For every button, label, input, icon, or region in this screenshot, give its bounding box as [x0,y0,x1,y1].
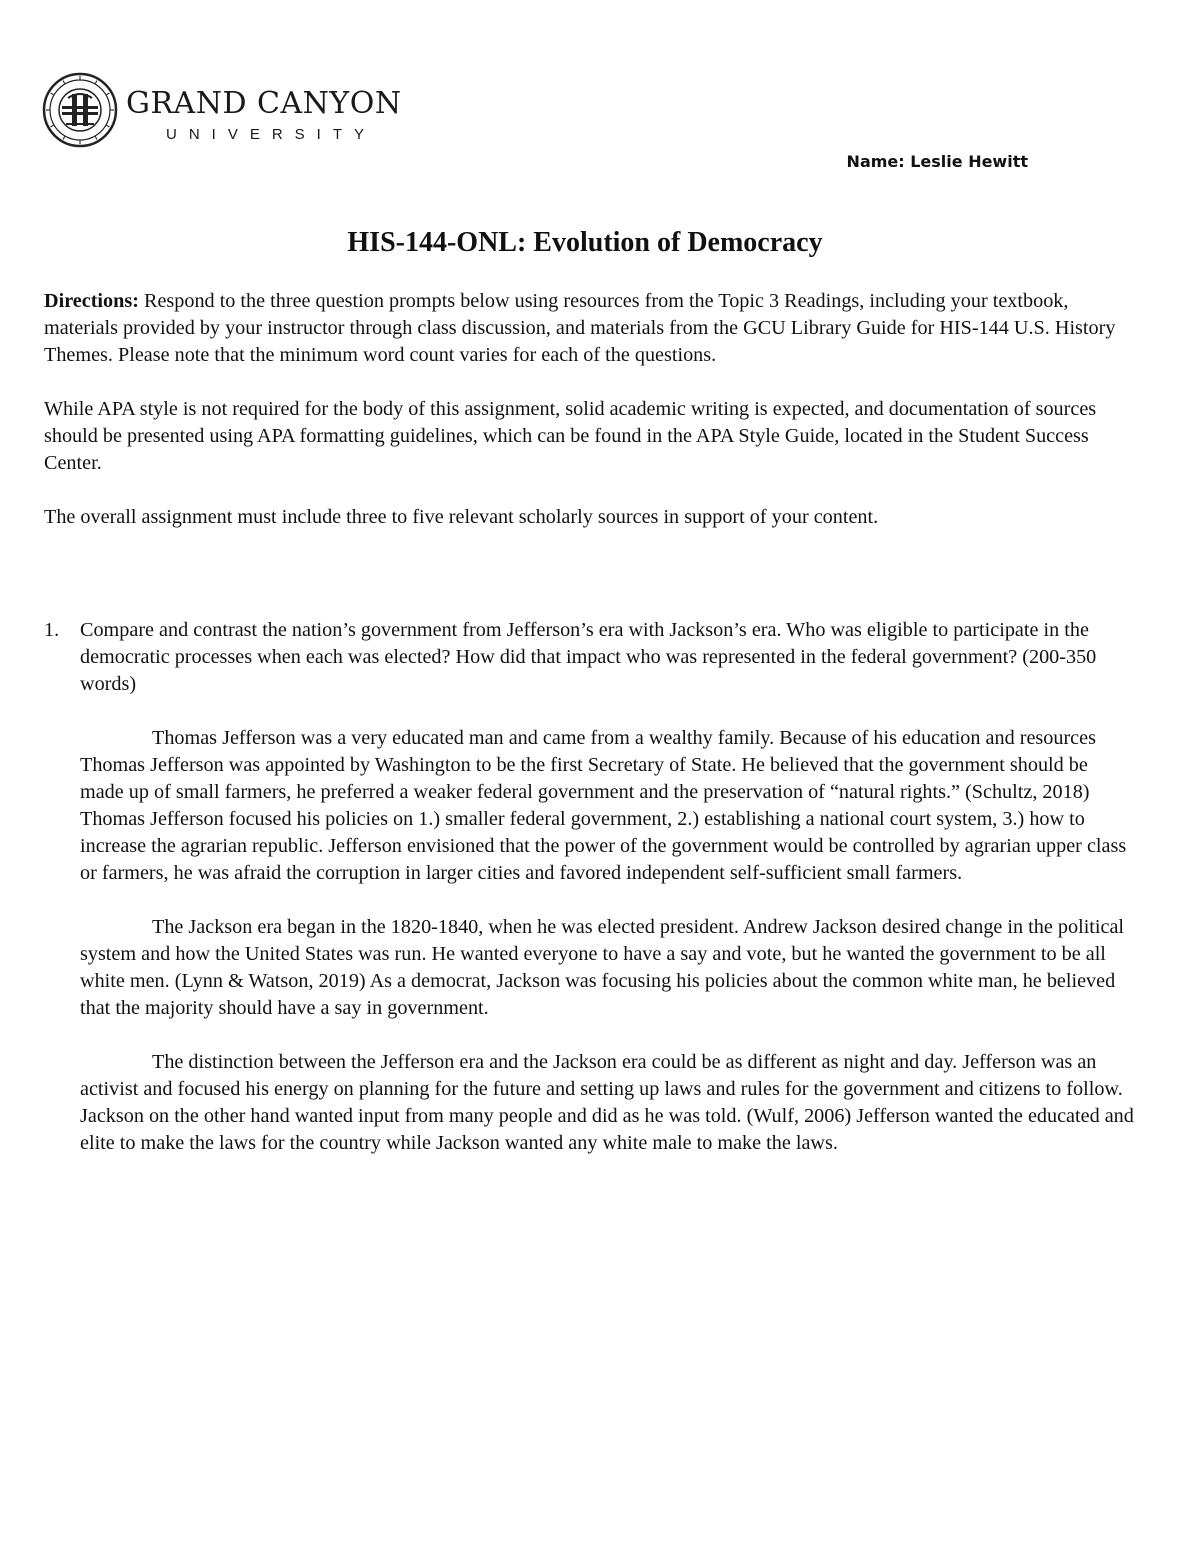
answer-section [44,725,1134,1157]
directions-label: Directions: [44,290,139,312]
apa-paragraph: While APA style is not required for the body of this assignment, solid academic writing is expected, and documentation of sources should be presented using APA formatting guidelines, which can be found in the APA Style Guide, located in the Student Success Center. [44,398,1097,474]
question-item [44,617,1134,698]
brand-name: GRAND CANYON [126,86,402,121]
answer-paragraph: The Jackson era began in the 1820-1840, when he was elected president. Andrew Jackson desired change in the political system and how the United States was run. He wanted everyone to have a say and vote, but he wanted the government to be all white men. (Lynn & Watson, 2019) As a democrat, Jackson was focusing his policies about the common white man, he believed that the majority should have a say in government. [80,916,1125,1019]
directions-text: Respond to the three question prompts below using resources from the Topic 3 Readings, including your textbook, materials provided by your instructor through class discussion, and materials from the GCU Library Guide for HIS-144 U.S. History Themes. Please note that the minimum word count varies for each of the questions. [44,290,1116,366]
question-list [44,617,1134,1184]
page-title: HIS-144-ONL: Evolution of Democracy [347,227,823,258]
sources-paragraph: The overall assignment must include three to five relevant scholarly sources in support of your content. [44,506,879,528]
answer-paragraph: Thomas Jefferson was a very educated man and came from a wealthy family. Because of his education and resources Thomas Jefferson was appointed by Washington to be the first Secretary of State. He believed that the government should be made up of small farmers, he preferred a weaker federal government and the preservation of “natural rights.” (Schultz, 2018) Thomas Jefferson focused his policies on 1.) smaller federal government, 2.) establishing a national court system, 3.) how to increase the agrarian republic. Jefferson envisioned that the power of the government would be controlled by agrarian upper class or farmers, he was afraid the corruption in larger cities and favored independent self-sufficient small farmers. [80,727,1127,884]
question-number: 1. [44,619,60,641]
directions-paragraph [44,288,1134,369]
university-seal-icon [42,72,118,148]
answer-paragraph: The distinction between the Jefferson era and the Jackson era could be as different as night and day. Jefferson was an activist and focused his energy on planning for the future and setting up laws and rules for the government and citizens to follow. Jackson on the other hand wanted input from many people and did as he was told. (Wulf, 2006) Jefferson wanted the educated and elite to make the laws for the country while Jackson wanted any white male to make the laws. [80,1051,1134,1154]
instructions-section [44,288,1134,558]
brand-subtitle: UNIVERSITY [166,126,377,143]
question-prompt: Compare and contrast the nation’s government from Jefferson’s era with Jackson’s era. Who was eligible to participate in the democratic processes when each was elected? How did that impact who was represented in the federal government? (200-350 words) [80,619,1097,695]
student-name: Name: Leslie Hewitt [846,152,1028,171]
university-logo [42,72,402,150]
